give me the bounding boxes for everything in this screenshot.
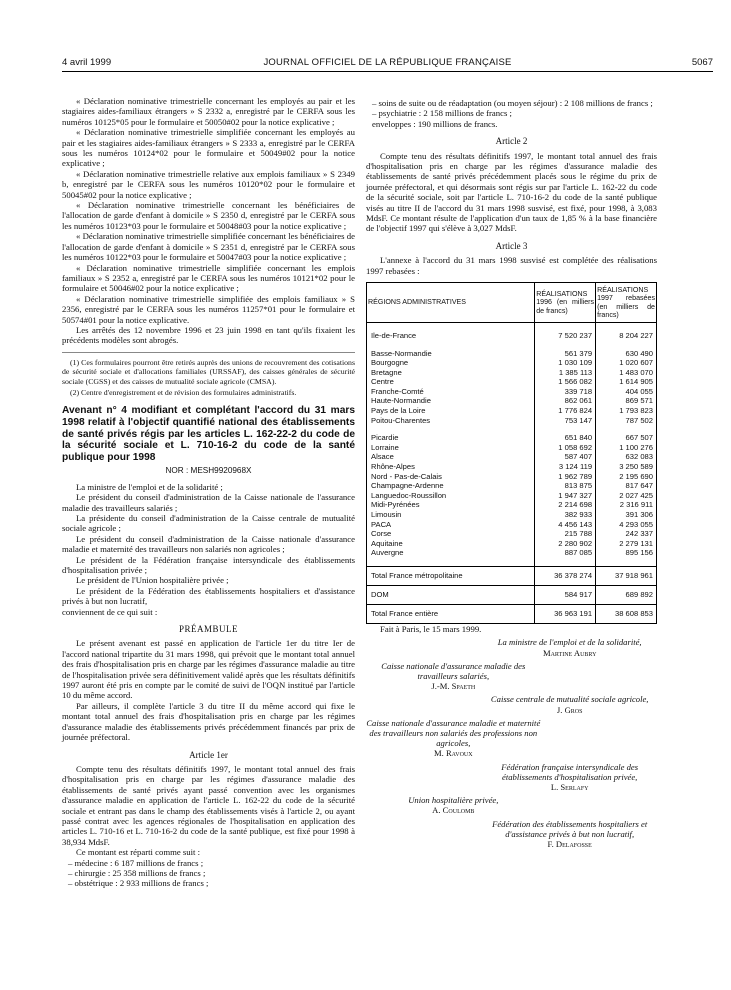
value-1997-cell: 869 571: [596, 396, 657, 406]
value-1996-cell: 339 718: [535, 387, 596, 397]
party: Le président de la Fédération française intersyndicale des établissements d'hospitalisation privée ;: [62, 554, 355, 575]
value-1996-cell: 887 085: [535, 548, 596, 558]
value-1997-cell: 787 502: [596, 416, 657, 426]
signatory-role: Caisse nationale d'assurance maladie et maternité des travailleurs non salariés des professions non agricoles,: [366, 717, 541, 749]
list-item: – obstétrique : 2 933 millions de francs ;: [68, 878, 209, 889]
value-1997-cell: 38 608 853: [596, 604, 657, 623]
region-cell: Franche-Comté: [367, 387, 535, 397]
paragraph: « Déclaration nominative trimestrielle simplifiée concernant les employés au pair et les stagiaires aides-familiaux étrangers » S 2333 a, enregistré par le CERFA sous les numéros 10124*02 pour le formulaire et 50049#02 pour la notice explicative ;: [62, 127, 355, 169]
article-1-heading: Article 1er: [189, 749, 228, 760]
table-row: [367, 539, 657, 549]
paragraph: Le présent avenant est passé en application de l'article 1er du titre Ier de l'accord national tripartite du 31 mars 1998, qui prévoit que le montant total annuel des frais d'hospitalisation pris en charge par les régimes d'assurance maladie au titre de l'hospitalisation privée sera définitivement validé après que les résultats définitifs 1997 auront été pris en compte par le comité de suivi de l'OQN institué par l'article 10 du même accord.: [62, 638, 355, 701]
region-cell: [367, 425, 535, 433]
party: Le président de la Fédération des établissements hospitaliers et d'assistance privés à but non lucratif,: [62, 585, 355, 607]
signatory-name: A. Coulomb: [432, 805, 475, 816]
region-cell: Lorraine: [367, 443, 535, 453]
value-1996-cell: 1 385 113: [535, 368, 596, 378]
paragraph: « Déclaration nominative trimestrielle concernant les bénéficiaires de l'allocation de garde d'enfant à domicile » S 2350 d, enregistré par le CERFA sous les numéros 10123*03 pour le formulaire et 50048#03 pour la notice explicative ;: [62, 200, 355, 231]
value-1997-cell: 1 100 276: [596, 443, 657, 453]
table-spacer: [367, 341, 657, 349]
table-row: [367, 416, 657, 426]
column-header-1997: RÉALISATIONS 1997 rebasées (en milliers de francs): [596, 283, 657, 323]
table-row: [367, 331, 657, 341]
region-cell: Centre: [367, 377, 535, 387]
value-1997-cell: 1 020 607: [596, 358, 657, 368]
region-cell: Bretagne: [367, 368, 535, 378]
paragraph: « Déclaration nominative trimestrielle simplifiée concernant les bénéficiaires de l'allocation de garde d'enfant à domicile » S 2351 d, enregistré par le CERFA sous les numéros 10122*03 pour le formulaire et 50047#03 pour la notice explicative ;: [62, 231, 355, 263]
signing-place-date: Fait à Paris, le 15 mars 1999.: [380, 623, 482, 634]
value-1997-cell: [596, 322, 657, 331]
table-row: [367, 520, 657, 530]
table-total-row: [367, 604, 657, 623]
value-1997-cell: 37 918 961: [596, 566, 657, 585]
region-cell: Languedoc-Roussillon: [367, 491, 535, 501]
party: Le président du conseil d'administration de la Caisse nationale d'assurance maladie et maternité des travailleurs non salariés non agricoles ;: [62, 533, 355, 555]
paragraph: « Déclaration nominative trimestrielle simplifiée des emplois familiaux » S 2356, enregistré par le CERFA sous les numéros 11257*01 pour le formulaire et 50574#01 pour la notice explicative.: [62, 293, 355, 325]
table-spacer: [367, 425, 657, 433]
value-1996-cell: 36 963 191: [535, 604, 596, 623]
table-row: [367, 510, 657, 520]
value-1996-cell: [535, 341, 596, 349]
table-row: [367, 443, 657, 453]
paragraph: Compte tenu des résultats définitifs 1997, le montant total annuel des frais d'hospitalisation pris en charge par les régimes d'assurance maladie des établissements de santé privés précédemment placés sous le régime du prix de journée préfectoral, et qui désormais sont régis sur par l'article L. 162-22 du code de la sécurité sociale, soit par l'article L. 710-16-2 du code de la santé publique visés au titre II de l'accord du 31 mars 1998 susvisé, est fixé, pour 1998, à 3,083 MdsF. Ce montant résulte de l'application d'un taux de 1,85 % à la base financière de l'objectif 1997 qui s'élève à 3,027 MdsF.: [366, 150, 657, 234]
column-header-region: RÉGIONS ADMINISTRATIVES: [367, 283, 535, 323]
region-cell: Total France métropolitaine: [367, 566, 535, 585]
value-1997-cell: 1 614 905: [596, 377, 657, 387]
realisations-table: [366, 282, 657, 624]
value-1997-cell: [596, 558, 657, 567]
region-cell: Nord - Pas-de-Calais: [367, 472, 535, 482]
value-1996-cell: 1 566 082: [535, 377, 596, 387]
value-1997-cell: 242 337: [596, 529, 657, 539]
value-1997-cell: 2 195 690: [596, 472, 657, 482]
party: Le président de l'Union hospitalière privée ;: [76, 575, 229, 586]
value-1996-cell: 7 520 237: [535, 331, 596, 341]
region-cell: [367, 558, 535, 567]
table-row: [367, 368, 657, 378]
table-row: [367, 377, 657, 387]
value-1996-cell: [535, 558, 596, 567]
region-cell: Champagne-Ardenne: [367, 481, 535, 491]
table-row: [367, 548, 657, 558]
header-rule: [62, 71, 713, 72]
value-1996-cell: 382 933: [535, 510, 596, 520]
value-1997-cell: 391 306: [596, 510, 657, 520]
convenu-text: conviennent de ce qui suit :: [62, 606, 158, 617]
value-1997-cell: 2 027 425: [596, 491, 657, 501]
table-spacer: [367, 322, 657, 331]
region-cell: Alsace: [367, 452, 535, 462]
table-row: [367, 358, 657, 368]
table-row: [367, 462, 657, 472]
value-1997-cell: 630 490: [596, 349, 657, 359]
paragraph: Par ailleurs, il complète l'article 3 du titre II du même accord qui fixe le montant total annuel des frais d'hospitalisation pris en charge par les régimes d'assurance maladie des établissements privés précédemment financés par prix de journée préfectoral.: [62, 700, 355, 743]
value-1996-cell: 1 030 109: [535, 358, 596, 368]
header-title: JOURNAL OFFICIEL DE LA RÉPUBLIQUE FRANÇAISE: [263, 57, 512, 68]
column-header-1996: RÉALISATIONS 1996 (en milliers de francs): [535, 283, 596, 323]
table-row: [367, 500, 657, 510]
table-body: [367, 322, 657, 623]
header-date: 4 avril 1999: [62, 57, 112, 68]
value-1996-cell: [535, 322, 596, 331]
signatory-name: M. Ravoux: [434, 748, 473, 759]
table-row: [367, 472, 657, 482]
list-item: enveloppes : 190 millions de francs.: [372, 118, 498, 129]
right-column: [366, 98, 657, 849]
region-cell: Pays de la Loire: [367, 406, 535, 416]
value-1997-cell: 1 793 823: [596, 406, 657, 416]
signature-block: [482, 819, 657, 850]
paragraph: Les arrêtés des 12 novembre 1996 et 23 juin 1998 en tant qu'ils fixaient les précédents modèles sont abrogés.: [62, 324, 355, 346]
signatory-name: Martine Aubry: [542, 647, 597, 658]
value-1996-cell: 584 917: [535, 585, 596, 604]
value-1997-cell: 4 293 055: [596, 520, 657, 530]
value-1996-cell: 753 147: [535, 416, 596, 426]
footnotes: [62, 352, 355, 398]
value-1996-cell: 1 058 692: [535, 443, 596, 453]
paragraph: Ce montant est réparti comme suit :: [76, 847, 201, 858]
value-1997-cell: [596, 341, 657, 349]
region-cell: Limousin: [367, 510, 535, 520]
value-1997-cell: 689 892: [596, 585, 657, 604]
signatory-role: Caisse nationale d'assurance maladie des travailleurs salariés,: [381, 660, 526, 681]
value-1996-cell: 1 962 789: [535, 472, 596, 482]
value-1997-cell: 895 156: [596, 548, 657, 558]
table-row: [367, 452, 657, 462]
signatory-name: L. Serlafy: [550, 782, 589, 793]
nor-reference: NOR : MESH9920968X: [165, 466, 252, 476]
list-item: – soins de suite ou de réadaptation (ou moyen séjour) : 2 108 millions de francs ;: [372, 98, 653, 108]
list-item: – chirurgie : 25 358 millions de francs ;: [68, 867, 206, 878]
signatory-role: Caisse centrale de mutualité sociale agricole,: [490, 694, 649, 705]
signatory-name: F. Delafosse: [547, 839, 592, 850]
value-1996-cell: 215 788: [535, 529, 596, 539]
paragraph: L'annexe à l'accord du 31 mars 1998 susvisé est complétée des réalisations 1997 rebasées :: [366, 255, 657, 276]
value-1996-cell: 561 379: [535, 349, 596, 359]
signatory-role: Fédération française intersyndicale des établissements d'hospitalisation privée,: [501, 761, 639, 782]
value-1996-cell: [535, 425, 596, 433]
list-item: – psychiatrie : 2 158 millions de francs ;: [372, 108, 512, 119]
signature-block: [366, 661, 541, 692]
region-cell: Total France entière: [367, 604, 535, 623]
page-header: [62, 57, 713, 69]
article-2-heading: Article 2: [495, 136, 528, 147]
table-spacer: [367, 558, 657, 567]
value-1996-cell: 2 280 902: [535, 539, 596, 549]
preambule-heading: PRÉAMBULE: [178, 624, 238, 635]
signature-block: [366, 718, 541, 759]
region-cell: Basse-Normandie: [367, 349, 535, 359]
region-cell: Rhône-Alpes: [367, 462, 535, 472]
value-1997-cell: 667 507: [596, 433, 657, 443]
value-1997-cell: [596, 425, 657, 433]
region-cell: Corse: [367, 529, 535, 539]
table-row: [367, 349, 657, 359]
header-page-number: 5067: [691, 57, 713, 68]
table-row: [367, 387, 657, 397]
value-1997-cell: 1 483 070: [596, 368, 657, 378]
table-row: [367, 406, 657, 416]
table-row: [367, 529, 657, 539]
value-1996-cell: 3 124 119: [535, 462, 596, 472]
value-1997-cell: 632 083: [596, 452, 657, 462]
signature-block: [482, 762, 657, 793]
value-1996-cell: 4 456 143: [535, 520, 596, 530]
signatory-role: Fédération des établissements hospitaliers et d'assistance privés à but non lucratif,: [492, 818, 648, 839]
signatory-role: Union hospitalière privée,: [408, 795, 499, 806]
value-1996-cell: 1 947 327: [535, 491, 596, 501]
left-column: [62, 96, 355, 889]
table-total-row: [367, 585, 657, 604]
signatory-name: J.-M. Spaeth: [431, 681, 476, 692]
avenant-title: Avenant n° 4 modifiant et complétant l'accord du 31 mars 1998 relatif à l'objectif quantifié national des établissements de santé privés régis par les articles L. 162-22-2 du code de la sécurité sociale et L. 710-16-2 du code de la santé publique pour 1998: [62, 405, 355, 463]
party: La présidente du conseil d'administration de la Caisse centrale de mutualité sociale agricole ;: [62, 512, 355, 534]
table-row: [367, 481, 657, 491]
region-cell: DOM: [367, 585, 535, 604]
value-1997-cell: 404 055: [596, 387, 657, 397]
region-cell: Bourgogne: [367, 358, 535, 368]
paragraph: « Déclaration nominative trimestrielle concernant les employés au pair et les stagiaires aides-familiaux étrangers » S 2332 a, enregistré par le CERFA sous les numéros 10125*05 pour le formulaire et 50050#02 pour la notice explicative ;: [62, 96, 355, 127]
region-cell: Haute-Normandie: [367, 396, 535, 406]
signatory-name: J. Gros: [556, 704, 583, 715]
paragraph: « Déclaration nominative trimestrielle relative aux emplois familiaux » S 2349 b, enregistré par le CERFA sous les numéros 10120*02 pour le formulaire et 50045#02 pour la notice explicative ;: [62, 168, 355, 200]
value-1996-cell: 2 214 698: [535, 500, 596, 510]
signatures: [366, 637, 657, 849]
value-1996-cell: 1 776 824: [535, 406, 596, 416]
table-total-row: [367, 566, 657, 585]
party: La ministre de l'emploi et de la solidarité ;: [76, 481, 223, 492]
region-cell: PACA: [367, 520, 535, 530]
region-cell: Auvergne: [367, 548, 535, 558]
region-cell: Ile-de-France: [367, 331, 535, 341]
footnote: (2) Centre d'enregistrement et de révision des formulaires administratifs.: [70, 387, 297, 397]
value-1997-cell: 2 316 911: [596, 500, 657, 510]
region-cell: Midi-Pyrénées: [367, 500, 535, 510]
signatory-role: La ministre de l'emploi et de la solidarité,: [497, 637, 642, 648]
table-row: [367, 396, 657, 406]
paragraph: « Déclaration nominative trimestrielle simplifiée concernant les emplois familiaux » S 2352 a, enregistré par le CERFA sous les numéros 10121*02 pour le formulaire et 50046#02 pour la notice explicative ;: [62, 262, 355, 294]
value-1996-cell: 651 840: [535, 433, 596, 443]
signature-block: [482, 637, 657, 657]
article-3-heading: Article 3: [495, 240, 528, 251]
signature-block: [366, 795, 541, 815]
value-1997-cell: 2 279 131: [596, 539, 657, 549]
value-1996-cell: 813 875: [535, 481, 596, 491]
list-item: – médecine : 6 187 millions de francs ;: [68, 857, 204, 868]
region-cell: [367, 341, 535, 349]
region-cell: Aquitaine: [367, 539, 535, 549]
value-1997-cell: 8 204 227: [596, 331, 657, 341]
region-cell: Poitou-Charentes: [367, 416, 535, 426]
value-1996-cell: 36 378 274: [535, 566, 596, 585]
value-1997-cell: 3 250 589: [596, 462, 657, 472]
region-cell: [367, 322, 535, 331]
party: Le président du conseil d'administration de la Caisse nationale de l'assurance maladie des travailleurs salariés ;: [62, 492, 355, 513]
value-1996-cell: 587 407: [535, 452, 596, 462]
value-1997-cell: 817 647: [596, 481, 657, 491]
signature-block: [482, 694, 657, 714]
table-row: [367, 491, 657, 501]
region-cell: Picardie: [367, 433, 535, 443]
value-1996-cell: 862 061: [535, 396, 596, 406]
table-row: [367, 433, 657, 443]
footnote: (1) Ces formulaires pourront être retirés auprès des unions de recouvrement des cotisations de sécurité sociale et d'allocations familiales (URSSAF), des caisses générales de sécurité sociale (CGSS) et des caisses de mutualité sociale agricole (CMSA).: [62, 357, 355, 386]
paragraph: Compte tenu des résultats définitifs 1997, le montant total annuel des frais d'hospitalisation pris en charge par les régimes d'assurance maladie des établissements de santé privés ayant passé convention avec les organismes d'assurance maladie en application de l'article L. 162-22 du code de la sécurité sociale et entrant pas dans le champ des établissements visés à l'article 2, ou ayant passé contrat avec les agences régionales de l'hospitalisation en application des articles L. 710-16 et L. 710-16-2 du code de la santé publique, est fixé pour 1998 à 38,934 MdsF.: [62, 763, 355, 847]
